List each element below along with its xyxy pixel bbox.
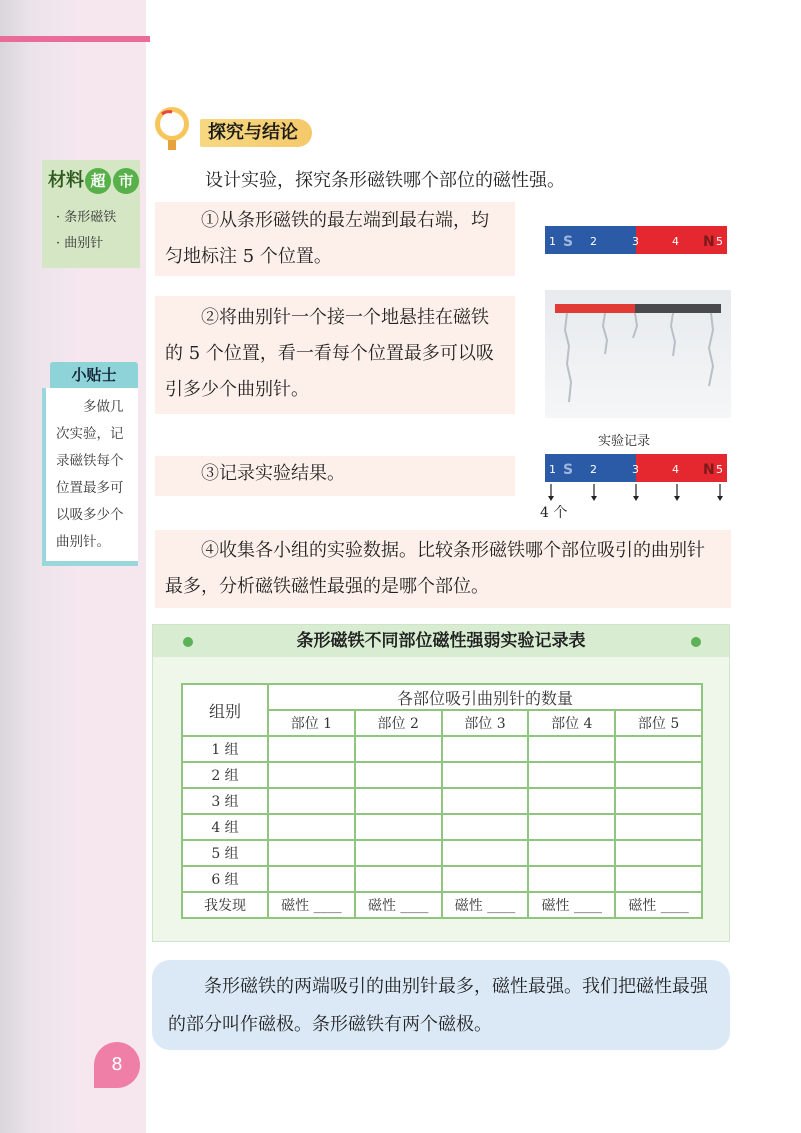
table-row xyxy=(182,814,702,840)
tip-body xyxy=(42,388,138,566)
table-cell[interactable] xyxy=(268,762,355,788)
conclusion-box: 条形磁铁的两端吸引的曲别针最多，磁性最强。我们把磁性最强的部分叫作磁极。条形磁铁有两个磁极。 xyxy=(152,960,730,1050)
table-cell[interactable] xyxy=(615,814,702,840)
table-cell[interactable] xyxy=(442,788,529,814)
magnet-pole-left: S xyxy=(563,462,574,478)
finding-cell[interactable]: 磁性 ____ xyxy=(442,892,529,918)
paperclip-illustration xyxy=(545,290,731,418)
table-cell[interactable] xyxy=(615,840,702,866)
intro-text: 设计实验，探究条形磁铁哪个部位的磁性强。 xyxy=(205,170,565,191)
table-cell[interactable] xyxy=(355,788,442,814)
table-cell[interactable] xyxy=(442,814,529,840)
table-cell[interactable] xyxy=(442,736,529,762)
position-label: 1 xyxy=(549,463,556,476)
record-table xyxy=(181,683,703,919)
finding-row xyxy=(182,892,702,918)
tip-text: 多做几次实验，记录磁铁每个位置最多可以吸多少个曲别针。 xyxy=(56,399,124,550)
top-accent-line xyxy=(0,36,150,42)
row-label: 5 组 xyxy=(182,840,268,866)
table-row xyxy=(182,788,702,814)
table-cell[interactable] xyxy=(528,814,615,840)
finding-cell[interactable]: 磁性 ____ xyxy=(355,892,442,918)
position-label: 3 xyxy=(632,235,639,248)
position-label: 5 xyxy=(716,235,723,248)
step-2: ②将曲别针一个接一个地悬挂在磁铁的 5 个位置，看一看每个位置最多可以吸引多少个曲别针。 xyxy=(155,296,515,414)
arrow-markers xyxy=(551,484,720,498)
table-cell[interactable] xyxy=(528,788,615,814)
arrow-heads xyxy=(548,496,723,501)
table-cell[interactable] xyxy=(528,866,615,892)
row-label: 4 组 xyxy=(182,814,268,840)
row-label: 3 组 xyxy=(182,788,268,814)
page-number: 8 xyxy=(94,1042,140,1088)
position-label: 2 xyxy=(590,235,597,248)
step-4: ④收集各小组的实验数据。比较条形磁铁哪个部位吸引的曲别针最多，分析磁铁磁性最强的是哪个部位。 xyxy=(155,530,731,608)
table-cell[interactable] xyxy=(355,762,442,788)
table-cell[interactable] xyxy=(355,840,442,866)
tip-box xyxy=(42,362,140,572)
record-count: 4 个 xyxy=(540,505,568,521)
finding-cell[interactable]: 磁性 ____ xyxy=(615,892,702,918)
table-row xyxy=(182,736,702,762)
step-3: ③记录实验结果。 xyxy=(155,456,515,496)
table-cell[interactable] xyxy=(355,866,442,892)
table-cell[interactable] xyxy=(268,788,355,814)
lightbulb-icon xyxy=(152,104,196,152)
tip-title: 小贴士 xyxy=(50,362,138,388)
table-cell[interactable] xyxy=(615,866,702,892)
table-cell[interactable] xyxy=(355,814,442,840)
table-cell[interactable] xyxy=(528,736,615,762)
section-title: 探究与结论 xyxy=(200,119,312,147)
table-cell[interactable] xyxy=(268,866,355,892)
magnet-pole-left: S xyxy=(563,234,574,250)
finding-label: 我发现 xyxy=(182,892,268,918)
table-cell[interactable] xyxy=(268,840,355,866)
position-label: 2 xyxy=(590,463,597,476)
position-label: 4 xyxy=(672,463,679,476)
table-cell[interactable] xyxy=(615,762,702,788)
position-label: 5 xyxy=(716,463,723,476)
row-label: 6 组 xyxy=(182,866,268,892)
table-cell[interactable] xyxy=(442,866,529,892)
position-label: 3 xyxy=(632,463,639,476)
column-header: 部位 3 xyxy=(442,710,529,736)
group-header: 组别 xyxy=(182,684,268,736)
table-cell[interactable] xyxy=(615,788,702,814)
table-row xyxy=(182,866,702,892)
materials-box xyxy=(42,160,140,268)
table-title: 条形磁铁不同部位磁性强弱实验记录表 xyxy=(296,631,586,651)
span-header: 各部位吸引曲别针的数量 xyxy=(268,684,702,710)
column-header: 部位 4 xyxy=(528,710,615,736)
table-row xyxy=(182,840,702,866)
experiment-photo xyxy=(545,290,731,418)
materials-title-circle-1: 超 xyxy=(85,168,111,194)
table-cell[interactable] xyxy=(615,736,702,762)
row-label: 2 组 xyxy=(182,762,268,788)
table-cell[interactable] xyxy=(355,736,442,762)
table-cell[interactable] xyxy=(268,814,355,840)
position-label: 4 xyxy=(672,235,679,248)
table-row xyxy=(182,762,702,788)
finding-cell[interactable]: 磁性 ____ xyxy=(268,892,355,918)
magnet-pole-right: N xyxy=(703,234,715,250)
step-1: ①从条形磁铁的最左端到最右端，均匀地标注 5 个位置。 xyxy=(155,202,515,276)
dot-icon xyxy=(691,637,701,647)
materials-title xyxy=(48,166,140,194)
column-header: 部位 1 xyxy=(268,710,355,736)
table-cell[interactable] xyxy=(442,762,529,788)
section-heading xyxy=(152,104,392,152)
materials-item: · 曲别针 xyxy=(56,236,104,251)
bar-magnet-figure-1 xyxy=(545,224,727,256)
materials-item: · 条形磁铁 xyxy=(56,210,117,225)
magnet-pole-right: N xyxy=(703,462,715,478)
row-label: 1 组 xyxy=(182,736,268,762)
column-header: 部位 5 xyxy=(615,710,702,736)
table-cell[interactable] xyxy=(268,736,355,762)
finding-cell[interactable]: 磁性 ____ xyxy=(528,892,615,918)
record-title: 实验记录 xyxy=(598,434,651,449)
bar-magnet-figure-2 xyxy=(545,452,727,502)
table-cell[interactable] xyxy=(528,762,615,788)
table-cell[interactable] xyxy=(442,840,529,866)
record-table-panel xyxy=(152,624,730,942)
column-header: 部位 2 xyxy=(355,710,442,736)
materials-title-circle-2: 市 xyxy=(113,168,139,194)
table-header-bar xyxy=(153,625,729,657)
position-label: 1 xyxy=(549,235,556,248)
table-cell[interactable] xyxy=(528,840,615,866)
materials-title-text: 材料 xyxy=(48,170,84,191)
